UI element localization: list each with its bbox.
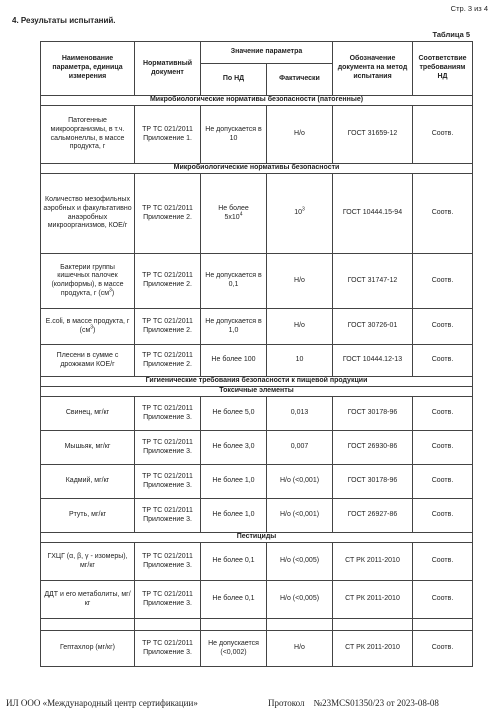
section-row <box>41 533 473 543</box>
norm-doc: ТР ТС 021/2011 Приложение 2. <box>135 345 201 377</box>
method-doc: СТ РК 2011-2010 <box>333 631 413 667</box>
header-actual: Фактически <box>267 64 333 96</box>
conformity: Соотв. <box>413 174 473 254</box>
actual-value: Н/о (<0,001) <box>267 499 333 533</box>
actual-value: 10 <box>267 345 333 377</box>
section-row <box>41 96 473 106</box>
param-name: Плесени в сумме с дрожжами КОЕ/г <box>41 345 135 377</box>
nd-value: Не более 100 <box>201 345 267 377</box>
actual-value: Н/о <box>267 254 333 309</box>
conformity: Соотв. <box>413 254 473 309</box>
norm-doc: ТР ТС 021/2011 Приложение 1. <box>135 106 201 164</box>
conformity: Соотв. <box>413 431 473 465</box>
table-row <box>41 543 473 581</box>
table-label: Таблица 5 <box>432 30 470 39</box>
param-name: Бактерии группы кишечных палочек (колиформы), в массе продукта, г $(см^3)$ <box>41 254 135 309</box>
conformity: Соотв. <box>413 581 473 619</box>
method-doc: ГОСТ 31659-12 <box>333 106 413 164</box>
page-number: Стр. 3 из 4 <box>450 4 488 13</box>
method-doc: СТ РК 2011-2010 <box>333 543 413 581</box>
norm-doc: ТР ТС 021/2011 Приложение 3. <box>135 499 201 533</box>
method-doc: ГОСТ 10444.12-13 <box>333 345 413 377</box>
actual-value: Н/о <box>267 309 333 345</box>
table-row <box>41 631 473 667</box>
norm-doc: ТР ТС 021/2011 Приложение 2. <box>135 254 201 309</box>
nd-value: Не допускается в 10 <box>201 106 267 164</box>
method-doc: ГОСТ 30178-96 <box>333 465 413 499</box>
nd-value: Не более 3,0 <box>201 431 267 465</box>
method-doc: ГОСТ 10444.15-94 <box>333 174 413 254</box>
nd-value: Не более 5,0 <box>201 397 267 431</box>
norm-doc: ТР ТС 021/2011 Приложение 3. <box>135 397 201 431</box>
param-name: Ртуть, мг/кг <box>41 499 135 533</box>
header-name: Наименование параметра, единица измерения <box>41 42 135 96</box>
actual-value: 0,007 <box>267 431 333 465</box>
norm-doc: ТР ТС 021/2011 Приложение 3. <box>135 543 201 581</box>
conformity: Соотв. <box>413 106 473 164</box>
param-name: Мышьяк, мг/кг <box>41 431 135 465</box>
method-doc: ГОСТ 30178-96 <box>333 397 413 431</box>
table-row <box>41 309 473 345</box>
header-method: Обозначение документа на метод испытания <box>333 42 413 96</box>
section-hygiene: Гигиенические требования безопасности к пищевой продукции <box>41 377 473 387</box>
footer-protocol: Протокол №23MCS01350/23 от 2023-08-08 <box>268 698 439 708</box>
section-micro-pathogen: Микробиологические нормативы безопасности (патогенные) <box>41 96 473 106</box>
section-micro: Микробиологические нормативы безопасности <box>41 164 473 174</box>
method-doc: ГОСТ 26927-86 <box>333 499 413 533</box>
conformity: Соотв. <box>413 499 473 533</box>
table-row <box>41 499 473 533</box>
conformity: Соотв. <box>413 345 473 377</box>
actual-value: Н/о <box>267 631 333 667</box>
header-norm-doc: Нормативный документ <box>135 42 201 96</box>
norm-doc: ТР ТС 021/2011 Приложение 3. <box>135 581 201 619</box>
method-doc: СТ РК 2011-2010 <box>333 581 413 619</box>
param-name: Свинец, мг/кг <box>41 397 135 431</box>
norm-doc: ТР ТС 021/2011 Приложение 3. <box>135 465 201 499</box>
nd-value: Не допускается в 1,0 <box>201 309 267 345</box>
nd-value: Не допускается в 0,1 <box>201 254 267 309</box>
method-doc: ГОСТ 30726-01 <box>333 309 413 345</box>
conformity: Соотв. <box>413 309 473 345</box>
table-row <box>41 106 473 164</box>
norm-doc: ТР ТС 021/2011 Приложение 3. <box>135 431 201 465</box>
results-table <box>40 41 473 667</box>
actual-value: Н/о (<0,005) <box>267 543 333 581</box>
table-row <box>41 345 473 377</box>
param-name: ГХЦГ (α, β, γ - изомеры), мг/кг <box>41 543 135 581</box>
table-row <box>41 581 473 619</box>
actual-value: Н/о <box>267 106 333 164</box>
conformity: Соотв. <box>413 631 473 667</box>
section-pesticides: Пестициды <box>41 533 473 543</box>
actual-value: Н/о (<0,005) <box>267 581 333 619</box>
param-name: Кадмий, мг/кг <box>41 465 135 499</box>
method-doc: ГОСТ 26930-86 <box>333 431 413 465</box>
norm-doc: ТР ТС 021/2011 Приложение 3. <box>135 631 201 667</box>
spacer-row <box>41 619 473 631</box>
footer-org: ИЛ ООО «Международный центр сертификации» <box>6 698 198 708</box>
nd-value: Не допускается (<0,002) <box>201 631 267 667</box>
nd-value: Не более 0,1 <box>201 543 267 581</box>
table-row <box>41 254 473 309</box>
param-name: Гептахлор (мг/кг) <box>41 631 135 667</box>
section-title: 4. Результаты испытаний. <box>12 16 116 25</box>
norm-doc: ТР ТС 021/2011 Приложение 2. <box>135 174 201 254</box>
table-row <box>41 431 473 465</box>
header-value-group: Значение параметра <box>201 42 333 64</box>
param-name: ДДТ и его метаболиты, мг/кг <box>41 581 135 619</box>
param-name: Количество мезофильных аэробных и факультативно анаэробных микроорганизмов, КОЕ/г <box>41 174 135 254</box>
norm-doc: ТР ТС 021/2011 Приложение 2. <box>135 309 201 345</box>
section-toxic: Токсичные элементы <box>41 387 473 397</box>
actual-value: $10^3$ <box>267 174 333 254</box>
header-conformity: Соответствие требованиям НД <box>413 42 473 96</box>
table-row <box>41 174 473 254</box>
param-name: Патогенные микроорганизмы, в т.ч. сальмонеллы, в массе продукта, г <box>41 106 135 164</box>
param-name: E.coli, в массе продукта, г $(см^3)$ <box>41 309 135 345</box>
nd-value: Не более $5х10^4$ <box>201 174 267 254</box>
header-row <box>41 42 473 64</box>
method-doc: ГОСТ 31747-12 <box>333 254 413 309</box>
nd-value: Не более 1,0 <box>201 465 267 499</box>
nd-value: Не более 0,1 <box>201 581 267 619</box>
nd-value: Не более 1,0 <box>201 499 267 533</box>
table-row <box>41 465 473 499</box>
table-row <box>41 397 473 431</box>
conformity: Соотв. <box>413 465 473 499</box>
actual-value: Н/о (<0,001) <box>267 465 333 499</box>
conformity: Соотв. <box>413 543 473 581</box>
header-by-nd: По НД <box>201 64 267 96</box>
section-row <box>41 387 473 397</box>
section-row <box>41 377 473 387</box>
section-row <box>41 164 473 174</box>
conformity: Соотв. <box>413 397 473 431</box>
actual-value: 0,013 <box>267 397 333 431</box>
